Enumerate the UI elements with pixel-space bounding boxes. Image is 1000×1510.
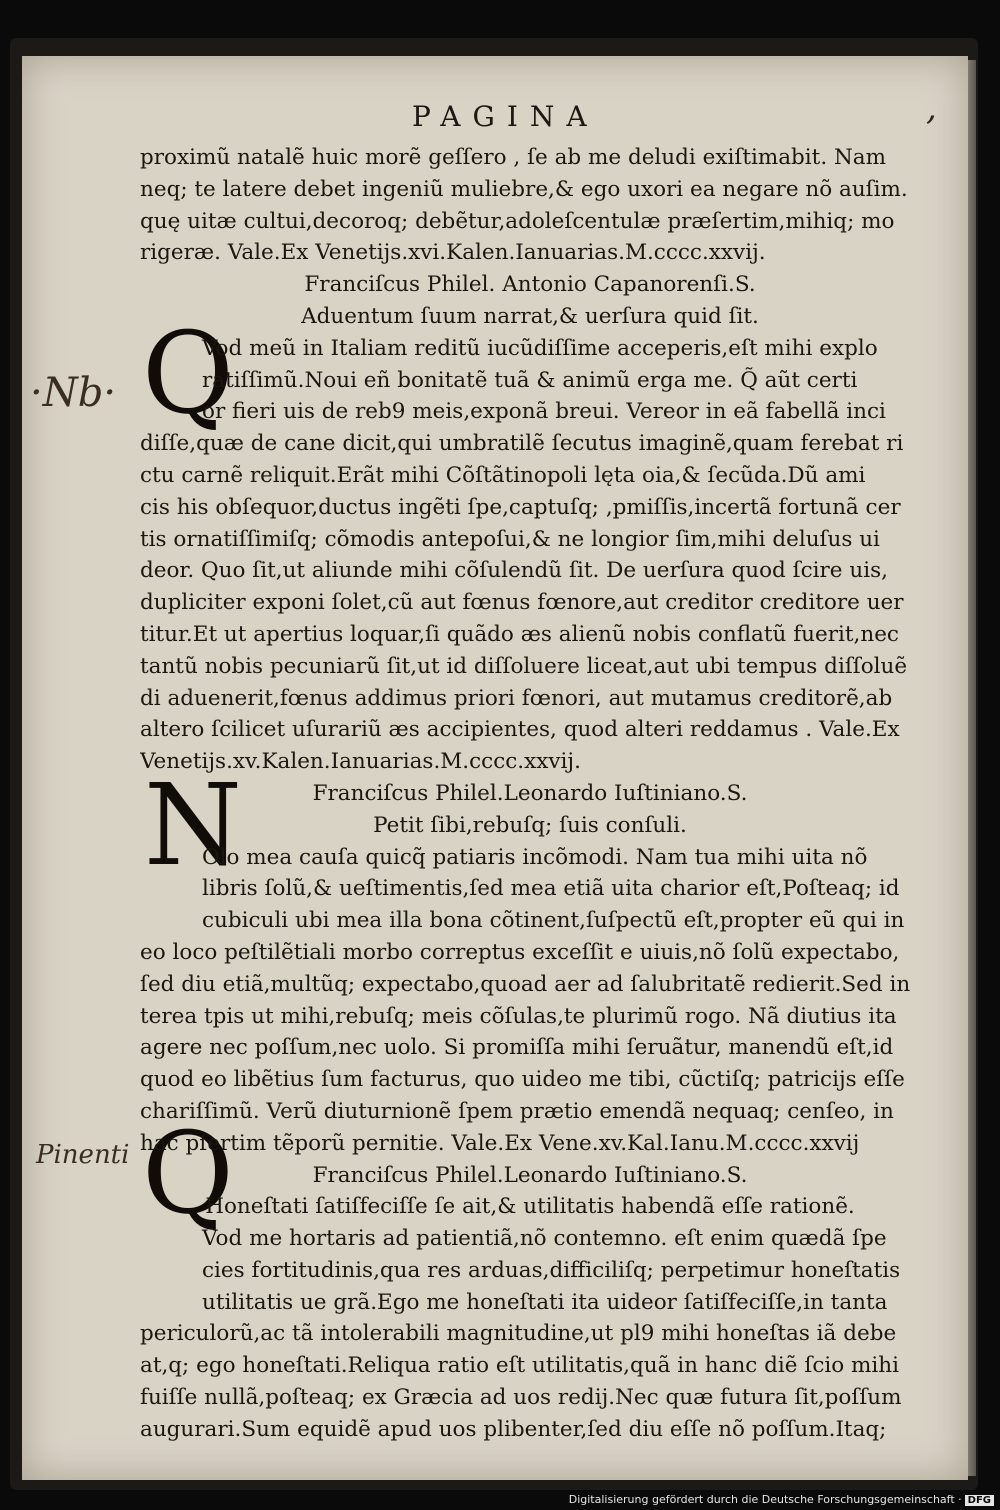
text-line: diſſe,quæ de cane dicit,qui umbratilẽ ſecutus imaginẽ,quam ferebat ri xyxy=(140,431,904,457)
text-line: dupliciter exponi ſolet,cũ aut fœnus fœnore,aut creditor creditore uer xyxy=(140,590,904,616)
text-line: ſed diu etiã,multũq; expectabo,quoad aer ad ſalubritatẽ redierit.Sed in xyxy=(140,971,911,997)
letter-text-body xyxy=(140,142,920,1446)
text-line: periculorũ,ac tã intolerabili magnitudine,ut pl9 mihi honeſtas iã debe xyxy=(140,1321,897,1347)
text-line: altero ſcilicet uſurariũ æs accipientes, quod alteri reddamus . Vale.Ex xyxy=(140,717,900,743)
text-line: di aduenerit,fœnus addimus priori fœnori, aut mutamus creditorẽ,ab xyxy=(140,685,893,711)
drop-cap-q-letter-3: Q xyxy=(142,1109,234,1239)
text-line: hac pſertim tẽporũ pernitie. Vale.Ex Vene.xv.Kal.Ianu.M.cccc.xxvij xyxy=(140,1130,860,1156)
text-line: Venetijs.xv.Kalen.Ianuarias.M.cccc.xxvij. xyxy=(140,749,581,775)
text-line: cies fortitudinis,qua res arduas,difficiliſq; perpetimur honeſtatis xyxy=(202,1257,901,1283)
text-line: Olo mea cauſa quicq̃ patiaris incõmodi. Nam tua mihi uita nõ xyxy=(202,844,868,870)
text-line: quę uitæ cultui,decoroq; debẽtur,adoleſcentulæ præſertim,mihiq; mo xyxy=(140,208,895,234)
folio-mark: , xyxy=(926,88,937,128)
text-line: rigeræ. Vale.Ex Venetijs.xvi.Kalen.Ianuarias.M.cccc.xxvij. xyxy=(140,240,766,266)
text-line: or fieri uis de reb9 meis,exponã breui. Vereor in eã fabellã inci xyxy=(202,399,886,425)
text-line: cis his obſequor,ductus ingẽti ſpe,captuſq; ,pmiſſis,incertã fortunã cer xyxy=(140,494,901,520)
text-line: Aduentum ſuum narrat,& uerſura quid ſit. xyxy=(301,303,759,329)
text-line: ratiſſimũ.Noui eñ bonitatẽ tuã & animũ erga me. Q̃ aũt certi xyxy=(202,367,858,393)
text-line: at,q; ego honeſtati.Reliqua ratio eſt utilitatis,quã in hanc diẽ ſcio mihi xyxy=(140,1353,899,1379)
credit-text: Digitalisierung gefördert durch die Deutsche Forschungsgemeinschaft · xyxy=(568,1493,962,1506)
text-line: titur.Et ut apertius loquar,ſi quãdo æs alienũ nobis conflatũ fuerit,nec xyxy=(140,621,899,647)
text-line: libris ſolũ,& ueſtimentis,ſed mea etiã uita charior eſt,Poſteaq; id xyxy=(202,876,900,902)
text-line: deor. Quo ſit,ut aliunde mihi cõſulendũ ſit. De uerſura quod ſcire uis, xyxy=(140,558,888,584)
text-line: fuiſſe nullã,poſteaq; ex Græcia ad uos redij.Nec quæ futura ſit,poſſum xyxy=(140,1385,902,1411)
text-line: quod eo libẽtius ſum facturus, quo uideo me tibi, cũctiſq; patricijs eſſe xyxy=(140,1067,905,1093)
dfg-logo: DFG xyxy=(965,1495,994,1506)
text-line: neq; te latere debet ingeniũ muliebre,& ego uxori ea negare nõ auſim. xyxy=(140,176,908,202)
text-line: Petit ſibi,rebuſq; ſuis conſuli. xyxy=(373,812,687,838)
text-line: agere nec poſſum,nec uolo. Si promiſſa mihi ſeruãtur, manendũ eſt,id xyxy=(140,1035,894,1061)
text-line: augurari.Sum equidẽ apud uos plibenter,ſed diu eſſe nõ poſſum.Itaq; xyxy=(140,1416,887,1442)
text-line: chariſſimũ. Verũ diuturnionẽ ſpem prætio emendã nequaq; cenſeo, in xyxy=(140,1098,894,1124)
text-line: tis ornatiſſimiſq; cõmodis antepoſui,& ne longior ſim,mihi deluſus ui xyxy=(140,526,880,552)
text-line: Honeſtati ſatiſfeciſſe ſe ait,& utilitatis habendã eſſe rationẽ. xyxy=(205,1194,855,1220)
text-line: cubiculi ubi mea illa bona cõtinent,ſuſpectũ eſt,propter eũ qui in xyxy=(202,908,905,934)
drop-cap-q-letter-1: Q xyxy=(142,309,234,439)
text-line: proximũ natalẽ huic morẽ geſſero , ſe ab me deludi exiſtimabit. Nam xyxy=(140,145,887,170)
page-running-head: PAGINA xyxy=(412,100,599,133)
drop-cap-n-letter-2: N xyxy=(144,761,242,891)
text-line: ctu carnẽ reliquit.Erãt mihi Cõſtãtinopoli lęta oia,& ſecũda.Dũ ami xyxy=(140,462,866,488)
digitization-credit xyxy=(569,1493,994,1506)
text-line: Vod meũ in Italiam reditũ iucũdiſſime acceperis,eſt mihi explo xyxy=(202,335,878,361)
text-line: terea tpis ut mihi,rebuſq; meis cõſulas,te plurimũ rogo. Nã diutius ita xyxy=(140,1003,897,1029)
text-line: Franciſcus Philel. Antonio Capanorenſi.S. xyxy=(304,272,756,298)
text-line: utilitatis ue grã.Ego me honeſtati ita uideor ſatiſfeciſſe,in tanta xyxy=(202,1289,888,1315)
marginal-note-nb: ·Nb· xyxy=(30,370,117,416)
text-line: Franciſcus Philel.Leonardo Iuſtiniano.S. xyxy=(312,1162,748,1188)
text-line: tantũ nobis pecuniarũ ſit,ut id diſſoluere liceat,aut ubi tempus diſſoluẽ xyxy=(140,653,908,679)
text-line: eo loco peſtilẽtiali morbo correptus exceſſit e uiuis,nõ ſolũ expectabo, xyxy=(140,939,900,965)
marginal-note-handwritten: Pinenti xyxy=(36,1140,130,1170)
text-line: Franciſcus Philel.Leonardo Iuſtiniano.S. xyxy=(312,780,748,806)
text-line: Vod me hortaris ad patientiã,nõ contemno. eſt enim quædã ſpe xyxy=(202,1226,887,1252)
